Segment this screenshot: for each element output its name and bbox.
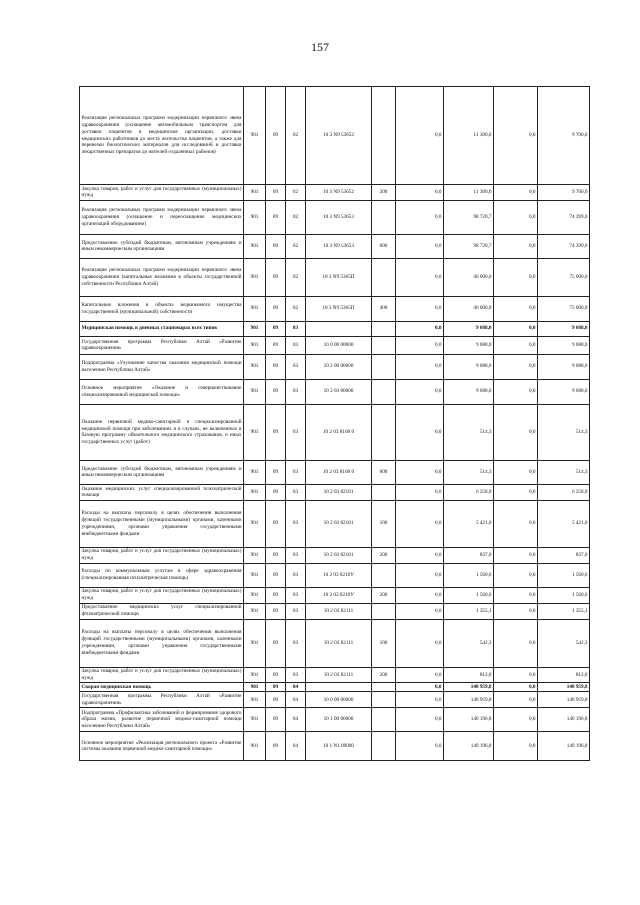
- amount-1: 0,0: [396, 87, 444, 185]
- subsection-code: 03: [286, 603, 306, 619]
- amount-4: 148 959,8: [538, 683, 590, 692]
- expense-type: [372, 683, 396, 692]
- amount-1: 0,0: [396, 603, 444, 619]
- amount-1: 0,0: [396, 619, 444, 667]
- table-row: [80, 234, 590, 258]
- amount-2: 9 688,0: [444, 354, 494, 379]
- ved-code: 901: [244, 484, 266, 500]
- amount-4: 1 560,6: [538, 563, 590, 587]
- expense-type: [372, 200, 396, 234]
- expense-type: [372, 708, 396, 732]
- amount-4: 6 258,0: [538, 484, 590, 500]
- amount-4: 5 421,0: [538, 500, 590, 547]
- section-code: 09: [266, 692, 286, 708]
- amount-1: 0,0: [396, 379, 444, 404]
- expense-type: [372, 484, 396, 500]
- target-article: 10 2 03 82111: [306, 619, 372, 667]
- table-row: [80, 603, 590, 619]
- amount-1: 0,0: [396, 547, 444, 563]
- section-code: 09: [266, 619, 286, 667]
- amount-3: 0,0: [494, 500, 538, 547]
- section-code: 09: [266, 708, 286, 732]
- amount-3: 0,0: [494, 379, 538, 404]
- amount-1: 0,0: [396, 404, 444, 460]
- subsection-code: 03: [286, 619, 306, 667]
- amount-4: 74 399,0: [538, 200, 590, 234]
- amount-2: 9 688,0: [444, 379, 494, 404]
- section-code: 09: [266, 603, 286, 619]
- row-name: Предоставление субсидий бюджетным, автономным учреждениям и иным некоммерческим организациям: [80, 234, 244, 258]
- amount-2: 98 720,7: [444, 200, 494, 234]
- amount-3: 0,0: [494, 460, 538, 484]
- subsection-code: 03: [286, 587, 306, 603]
- amount-4: 837,0: [538, 547, 590, 563]
- expense-type: [372, 563, 396, 587]
- ved-code: 901: [244, 258, 266, 296]
- amount-4: 75 000,0: [538, 258, 590, 296]
- section-code: 09: [266, 460, 286, 484]
- amount-1: 0,0: [396, 708, 444, 732]
- target-article: 10 2 00 00000: [306, 354, 372, 379]
- expense-type: [372, 321, 396, 336]
- ved-code: 901: [244, 667, 266, 683]
- row-name: Закупка товаров, работ и услуг для государственных (муниципальных) нужд: [81, 185, 242, 199]
- target-article: 10 1 00 00000: [306, 708, 372, 732]
- amount-1: 0,0: [396, 354, 444, 379]
- expense-type: 200: [372, 587, 396, 603]
- amount-2: 5 421,0: [444, 500, 494, 547]
- expense-type: 200: [372, 667, 396, 683]
- amount-1: 0,0: [396, 732, 444, 761]
- amount-3: 0,0: [494, 563, 538, 587]
- target-article: 10 2 03 82111: [306, 603, 372, 619]
- subsection-code: 03: [286, 667, 306, 683]
- amount-1: 0,0: [396, 587, 444, 603]
- amount-2: 46 000,0: [444, 258, 494, 296]
- amount-3: 0,0: [494, 484, 538, 500]
- amount-4: 9 700,0: [538, 87, 590, 185]
- expense-type: 100: [372, 619, 396, 667]
- expense-type: 100: [372, 500, 396, 547]
- subsection-code: 03: [286, 354, 306, 379]
- amount-4: 148 959,8: [538, 692, 590, 708]
- section-code: 09: [266, 354, 286, 379]
- section-code: 09: [266, 379, 286, 404]
- subsection-code: 04: [286, 708, 306, 732]
- amount-4: 9 688,0: [538, 379, 590, 404]
- target-article: 10 3 N9 53652: [306, 87, 372, 185]
- row-name: Закупка товаров, работ и услуг для государственных (муниципальных) нужд: [81, 548, 242, 562]
- table-row: [80, 587, 590, 603]
- ved-code: 901: [244, 200, 266, 234]
- amount-1: 0,0: [396, 484, 444, 500]
- section-code: 09: [266, 185, 286, 201]
- amount-2: 11 300,0: [444, 87, 494, 185]
- target-article: 10 2 03 8210У: [306, 587, 372, 603]
- subsection-code: 02: [286, 200, 306, 234]
- target-article: 10 2 03 82101: [306, 500, 372, 547]
- amount-4: 9 688,0: [538, 354, 590, 379]
- amount-1: 0,0: [396, 460, 444, 484]
- expense-type: [372, 87, 396, 185]
- table-body: [80, 87, 590, 761]
- amount-1: 0,0: [396, 200, 444, 234]
- subsection-code: 02: [286, 185, 306, 201]
- amount-1: 0,0: [396, 296, 444, 321]
- amount-2: 140 196,8: [444, 732, 494, 761]
- expense-type: [372, 603, 396, 619]
- amount-1: 0,0: [396, 258, 444, 296]
- amount-3: 0,0: [494, 258, 538, 296]
- expense-type: [372, 258, 396, 296]
- amount-4: 75 000,0: [538, 296, 590, 321]
- amount-3: 0,0: [494, 321, 538, 336]
- subsection-code: 03: [286, 547, 306, 563]
- row-name: Предоставление медицинских услуг специализированной фтизиатрической помощи: [81, 604, 242, 618]
- row-name: Оказание медицинских услуг специализированной психиатрической помощи: [81, 485, 242, 499]
- ved-code: 901: [244, 379, 266, 404]
- amount-3: 0,0: [494, 667, 538, 683]
- expense-type: 400: [372, 296, 396, 321]
- section-code: 09: [266, 404, 286, 460]
- target-article: [306, 321, 372, 336]
- row-name: Подпрограмма «Профилактика заболеваний и формирование здорового образа жизни, развитие первичной медико-санитарной помощи населению Республики Алтай»: [80, 708, 244, 732]
- amount-3: 0,0: [494, 200, 538, 234]
- amount-2: 514,3: [444, 460, 494, 484]
- target-article: 10 2 03 8100 0: [306, 404, 372, 460]
- amount-1: 0,0: [396, 321, 444, 336]
- amount-4: 812,8: [538, 667, 590, 683]
- subsection-code: 03: [286, 404, 306, 460]
- amount-3: 0,0: [494, 587, 538, 603]
- target-article: 10 2 03 82101: [306, 484, 372, 500]
- subsection-code: 04: [286, 732, 306, 761]
- amount-4: 140 196,8: [538, 708, 590, 732]
- row-name: Предоставление субсидий бюджетным, автономным учреждениям и иным некоммерческим организациям: [80, 460, 244, 484]
- row-name: Государственная программа Республики Алтай «Развитие здравоохранения»: [80, 336, 244, 354]
- table-row: [80, 321, 590, 336]
- ved-code: 901: [244, 732, 266, 761]
- subsection-code: 04: [286, 683, 306, 692]
- amount-1: 0,0: [396, 336, 444, 354]
- amount-2: 46 000,0: [444, 296, 494, 321]
- amount-2: 140 196,8: [444, 708, 494, 732]
- expense-type: 200: [372, 185, 396, 201]
- row-name: Расходы на выплаты персоналу в целях обеспечения выполнения функций государственными (муниципальными) органами, казенными учреждениями, органами управления государственными внебюджетными фондами: [80, 619, 244, 667]
- row-name: Медицинская помощь в дневных стационарах всех типов: [80, 321, 244, 336]
- amount-2: 9 688,0: [444, 321, 494, 336]
- table-row: [80, 619, 590, 667]
- ved-code: 901: [244, 87, 266, 185]
- table-row: [80, 336, 590, 354]
- amount-3: 0,0: [494, 619, 538, 667]
- amount-3: 0,0: [494, 404, 538, 460]
- subsection-code: 02: [286, 87, 306, 185]
- amount-2: 514,3: [444, 404, 494, 460]
- table-row: [80, 563, 590, 587]
- ved-code: 901: [244, 460, 266, 484]
- table-row: [80, 460, 590, 484]
- expense-type: 600: [372, 234, 396, 258]
- section-code: 09: [266, 500, 286, 547]
- amount-4: 74 399,0: [538, 234, 590, 258]
- subsection-code: 03: [286, 336, 306, 354]
- table-row: [80, 87, 590, 185]
- expense-type: [372, 336, 396, 354]
- amount-4: 1 560,6: [538, 587, 590, 603]
- section-code: 09: [266, 258, 286, 296]
- target-article: 10 1 N1 00000: [306, 732, 372, 761]
- row-name: Капитальные вложения в объекты недвижимого имущества государственной (муниципальной) собственности: [80, 296, 244, 321]
- amount-3: 0,0: [494, 683, 538, 692]
- table-row: [80, 667, 590, 683]
- amount-2: 6 258,0: [444, 484, 494, 500]
- row-name: Расходы по коммунальным услугам в сфере здравоохранения (специализированная психиатрическая помощь): [80, 563, 244, 587]
- row-name: Закупка товаров, работ и услуг для государственных (муниципальных) нужд: [81, 588, 242, 602]
- amount-4: 514,3: [538, 460, 590, 484]
- ved-code: 901: [244, 603, 266, 619]
- table-row: [80, 500, 590, 547]
- subsection-code: 03: [286, 484, 306, 500]
- expense-type: 200: [372, 547, 396, 563]
- row-name: Основное мероприятие «Оказание и совершенствование специализированной медицинской помощи»: [80, 379, 244, 404]
- ved-code: 901: [244, 354, 266, 379]
- amount-1: 0,0: [396, 683, 444, 692]
- subsection-code: 03: [286, 500, 306, 547]
- table-row: [80, 296, 590, 321]
- amount-3: 0,0: [494, 603, 538, 619]
- row-name: Реализация региональных программ модернизации первичного звена здравоохранения (оснащение автомобильным транспортом для доставки пациентов в медицинские организации, доставки медицинских работников до места жительства пациентов, а также для перевозки биологических материалов для исследований и доставки лекарственных препаратов до жителей отдаленных районов): [80, 87, 244, 185]
- target-article: 10 2 03 8100 0: [306, 460, 372, 484]
- amount-3: 0,0: [494, 185, 538, 201]
- amount-3: 0,0: [494, 732, 538, 761]
- row-name: Расходы на выплаты персоналу в целях обеспечения выполнения функций государственными (муниципальными) органами, казенными учреждениями, органами управления государственными внебюджетными фондами: [80, 500, 244, 547]
- subsection-code: 03: [286, 563, 306, 587]
- expense-type: [372, 404, 396, 460]
- table-row: [80, 683, 590, 692]
- target-article: 10 0 00 00000: [306, 692, 372, 708]
- section-code: 09: [266, 732, 286, 761]
- ved-code: 901: [244, 185, 266, 201]
- ved-code: 901: [244, 708, 266, 732]
- table-row: [80, 379, 590, 404]
- subsection-code: 03: [286, 460, 306, 484]
- amount-2: 9 688,0: [444, 336, 494, 354]
- subsection-code: 03: [286, 379, 306, 404]
- table-row: [80, 354, 590, 379]
- amount-1: 0,0: [396, 234, 444, 258]
- table-row: [80, 258, 590, 296]
- expense-type: [372, 354, 396, 379]
- amount-3: 0,0: [494, 336, 538, 354]
- section-code: 09: [266, 563, 286, 587]
- amount-4: 9 700,0: [538, 185, 590, 201]
- expense-type: [372, 692, 396, 708]
- row-name: Реализация региональных программ модернизации первичного звена здравоохранения (оснащение и переоснащение медицинских организаций оборудованием): [80, 200, 244, 234]
- amount-1: 0,0: [396, 185, 444, 201]
- amount-1: 0,0: [396, 500, 444, 547]
- target-article: 10 2 03 8210У: [306, 563, 372, 587]
- expense-type: [372, 379, 396, 404]
- subsection-code: 04: [286, 692, 306, 708]
- amount-2: 812,8: [444, 667, 494, 683]
- section-code: 09: [266, 234, 286, 258]
- target-article: 10 3 N9 5365П: [306, 258, 372, 296]
- subsection-code: 02: [286, 258, 306, 296]
- target-article: 10 3 N9 53653: [306, 200, 372, 234]
- ved-code: 901: [244, 619, 266, 667]
- row-name: Оказание первичной медико-санитарной и специализированной медицинской помощи при заболеваниях и в случаях, не включенных в базовую программу обязательного медицинского страхования, и иных государственных услуг (работ): [80, 404, 244, 460]
- ved-code: 901: [244, 296, 266, 321]
- section-code: 09: [266, 484, 286, 500]
- target-article: 10 3 N9 53653: [306, 234, 372, 258]
- amount-2: 837,0: [444, 547, 494, 563]
- amount-3: 0,0: [494, 87, 538, 185]
- ved-code: 901: [244, 404, 266, 460]
- table-row: [80, 708, 590, 732]
- amount-3: 0,0: [494, 547, 538, 563]
- section-code: 09: [266, 296, 286, 321]
- target-article: 10 3 N9 53652: [306, 185, 372, 201]
- ved-code: 901: [244, 563, 266, 587]
- table-row: [80, 732, 590, 761]
- amount-4: 542,3: [538, 619, 590, 667]
- amount-4: 140 196,8: [538, 732, 590, 761]
- ved-code: 901: [244, 336, 266, 354]
- amount-4: 9 688,0: [538, 336, 590, 354]
- ved-code: 901: [244, 587, 266, 603]
- ved-code: 901: [244, 321, 266, 336]
- ved-code: 901: [244, 500, 266, 547]
- ved-code: 901: [244, 547, 266, 563]
- subsection-code: 02: [286, 234, 306, 258]
- amount-4: 1 355,1: [538, 603, 590, 619]
- ved-code: 901: [244, 692, 266, 708]
- table-row: [80, 547, 590, 563]
- subsection-code: 02: [286, 296, 306, 321]
- target-article: 10 0 00 00000: [306, 336, 372, 354]
- table-row: [80, 692, 590, 708]
- budget-table: [79, 86, 590, 761]
- amount-1: 0,0: [396, 563, 444, 587]
- target-article: 10 3 N9 5365П: [306, 296, 372, 321]
- section-code: 09: [266, 587, 286, 603]
- amount-2: 148 959,8: [444, 692, 494, 708]
- amount-2: 148 959,8: [444, 683, 494, 692]
- row-name: Скорая медицинская помощь: [80, 683, 244, 692]
- row-name: Реализация региональных программ модернизации первичного звена здравоохранения (капитальные вложения в объекты государственной собственности Республики Алтай): [80, 258, 244, 296]
- amount-2: 1 560,6: [444, 563, 494, 587]
- amount-2: 11 300,0: [444, 185, 494, 201]
- table-row: [80, 185, 590, 201]
- ved-code: 901: [244, 234, 266, 258]
- expense-type: [372, 732, 396, 761]
- subsection-code: 03: [286, 321, 306, 336]
- amount-3: 0,0: [494, 296, 538, 321]
- target-article: [306, 683, 372, 692]
- amount-4: 514,3: [538, 404, 590, 460]
- table-row: [80, 200, 590, 234]
- target-article: 10 2 03 82111: [306, 667, 372, 683]
- section-code: 09: [266, 667, 286, 683]
- row-name: Основное мероприятие «Реализация регионального проекта «Развитие системы оказания первичной медико-санитарной помощи»: [80, 732, 244, 761]
- amount-2: 1 560,6: [444, 587, 494, 603]
- section-code: 09: [266, 200, 286, 234]
- row-name: Подпрограмма «Улучшение качества оказания медицинской помощи населению Республики Алтай»: [80, 354, 244, 379]
- ved-code: 901: [244, 683, 266, 692]
- target-article: 10 2 03 82101: [306, 547, 372, 563]
- section-code: 09: [266, 321, 286, 336]
- section-code: 09: [266, 87, 286, 185]
- target-article: 10 2 03 00000: [306, 379, 372, 404]
- amount-1: 0,0: [396, 692, 444, 708]
- expense-type: 600: [372, 460, 396, 484]
- amount-1: 0,0: [396, 667, 444, 683]
- amount-2: 1 355,1: [444, 603, 494, 619]
- amount-4: 9 688,0: [538, 321, 590, 336]
- section-code: 09: [266, 683, 286, 692]
- row-name: Закупка товаров, работ и услуг для государственных (муниципальных) нужд: [81, 668, 242, 681]
- row-name: Государственная программа Республики Алтай «Развитие здравоохранения»: [81, 693, 242, 706]
- page-number: 157: [311, 40, 329, 54]
- amount-2: 98 720,7: [444, 234, 494, 258]
- amount-3: 0,0: [494, 708, 538, 732]
- amount-3: 0,0: [494, 692, 538, 708]
- amount-3: 0,0: [494, 234, 538, 258]
- amount-2: 542,3: [444, 619, 494, 667]
- amount-3: 0,0: [494, 354, 538, 379]
- section-code: 09: [266, 336, 286, 354]
- table-row: [80, 404, 590, 460]
- section-code: 09: [266, 547, 286, 563]
- table-row: [80, 484, 590, 500]
